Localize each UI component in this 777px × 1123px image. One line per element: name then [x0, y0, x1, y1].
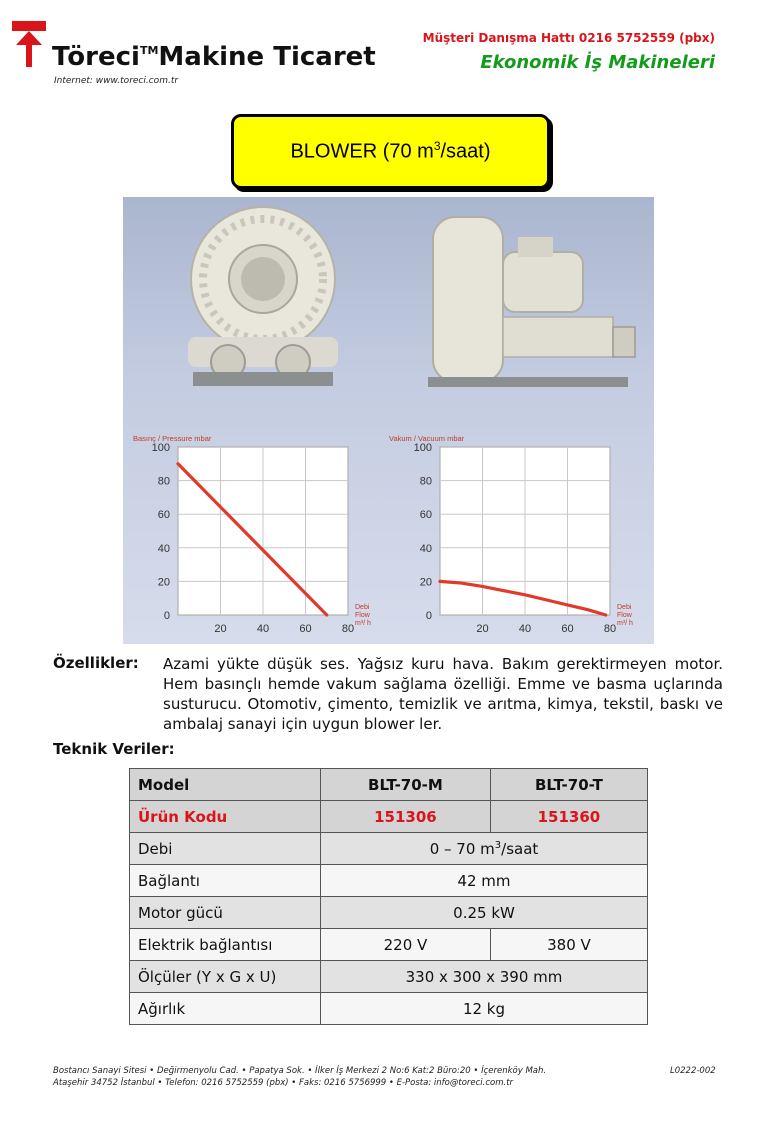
x-axis-label: m³/ h — [355, 620, 371, 627]
features-text: Azami yükte düşük ses. Yağsız kuru hava. Bakım gerektirmeyen motor. Hem basınçlı hemde vakum sağlama özelliği. Emme ve basma uçlarında susturucu. Otomotiv, çimento, temizlik ve arıtma, kimya, tekstil, baskı ve ambalaj sanayi için uygun blower ler. — [163, 655, 723, 733]
connection-label: Bağlantı — [130, 865, 321, 897]
x-tick-label: 40 — [256, 623, 270, 635]
table-row — [130, 801, 648, 833]
pressure-chart-title: Basınç / Pressure mbar — [133, 434, 212, 443]
model-t: BLT-70-T — [490, 769, 647, 801]
spec-table — [129, 768, 648, 1025]
page-title: BLOWER (70 $m^3/saat$) — [290, 139, 491, 163]
y-tick-label: 40 — [157, 542, 170, 555]
document-code: L0222-002 — [670, 1066, 716, 1076]
product-code-m: 151306 — [321, 801, 491, 833]
table-row — [130, 961, 648, 993]
flow-label: Debi — [130, 833, 321, 865]
blower-side-photo — [428, 217, 635, 387]
y-tick-label: 60 — [157, 509, 170, 522]
model-m: BLT-70-M — [321, 769, 491, 801]
y-tick-label: 0 — [425, 610, 432, 622]
y-tick-label: 100 — [413, 442, 432, 454]
table-row — [130, 833, 648, 865]
toreci-logo-icon — [12, 21, 46, 67]
x-tick-label: 60 — [561, 623, 574, 635]
product-code-t: 151360 — [490, 801, 647, 833]
table-row — [130, 865, 648, 897]
y-tick-label: 40 — [419, 542, 432, 555]
table-row — [130, 769, 648, 801]
features-label: Özellikler: — [53, 654, 139, 672]
dimensions-label: Ölçüler (Y x G x U) — [130, 961, 321, 993]
electric-label: Elektrik bağlantısı — [130, 929, 321, 961]
connection-value: 42 mm — [321, 865, 648, 897]
y-tick-label: 80 — [419, 475, 432, 488]
blower-front-photo — [188, 207, 338, 386]
y-tick-label: 80 — [157, 475, 170, 488]
x-tick-label: 60 — [299, 623, 312, 635]
vacuum-chart-title: Vakum / Vacuum mbar — [389, 434, 465, 443]
weight-label: Ağırlık — [130, 993, 321, 1025]
x-tick-label: 40 — [518, 623, 532, 635]
flow-value: 0 – 70 $m^3$/saat — [321, 833, 648, 865]
x-tick-label: 20 — [476, 623, 489, 635]
pressure-chart — [123, 432, 383, 642]
y-tick-label: 20 — [419, 576, 432, 589]
model-label: Model — [130, 769, 321, 801]
brand-name: Töreci™Makine Ticaret — [52, 42, 376, 72]
electric-m: 220 V — [321, 929, 491, 961]
electric-t: 380 V — [490, 929, 647, 961]
x-tick-label: 80 — [603, 623, 617, 635]
website-link[interactable]: Internet: www.toreci.com.tr — [54, 76, 179, 86]
motor-power-value: 0.25 kW — [321, 897, 648, 929]
tech-data-label: Teknik Veriler: — [53, 740, 175, 758]
product-code-label: Ürün Kodu — [130, 801, 321, 833]
y-tick-label: 20 — [157, 576, 170, 589]
title-box — [231, 114, 550, 189]
x-axis-label: Debi — [355, 604, 370, 611]
table-row — [130, 897, 648, 929]
vacuum-chart — [385, 432, 654, 642]
motor-power-label: Motor gücü — [130, 897, 321, 929]
product-panel — [123, 197, 654, 644]
customer-hotline: Müşteri Danışma Hattı 0216 5752559 (pbx) — [422, 31, 715, 45]
weight-value: 12 kg — [321, 993, 648, 1025]
table-row — [130, 929, 648, 961]
footer-contact: Ataşehir 34752 İstanbul • Telefon: 0216 5752559 (pbx) • Faks: 0216 5756999 • E-Posta: info@toreci.com.tr — [53, 1078, 514, 1088]
y-tick-label: 100 — [151, 442, 170, 454]
y-tick-label: 0 — [163, 610, 170, 622]
footer-address: Bostancı Sanayi Sitesi • Değirmenyolu Cad. • Papatya Sok. • İlker İş Merkezi 2 No:6 Kat:2 Büro:20 • İçerenköy Mah. — [53, 1066, 547, 1076]
y-tick-label: 60 — [419, 509, 432, 522]
x-axis-label: m³/ h — [617, 620, 633, 627]
x-axis-label: Flow — [355, 612, 370, 619]
x-tick-label: 20 — [214, 623, 227, 635]
dimensions-value: 330 x 300 x 390 mm — [321, 961, 648, 993]
slogan: Ekonomik İş Makineleri — [480, 52, 715, 73]
x-axis-label: Flow — [617, 612, 632, 619]
table-row — [130, 993, 648, 1025]
x-tick-label: 80 — [341, 623, 355, 635]
x-axis-label: Debi — [617, 604, 632, 611]
